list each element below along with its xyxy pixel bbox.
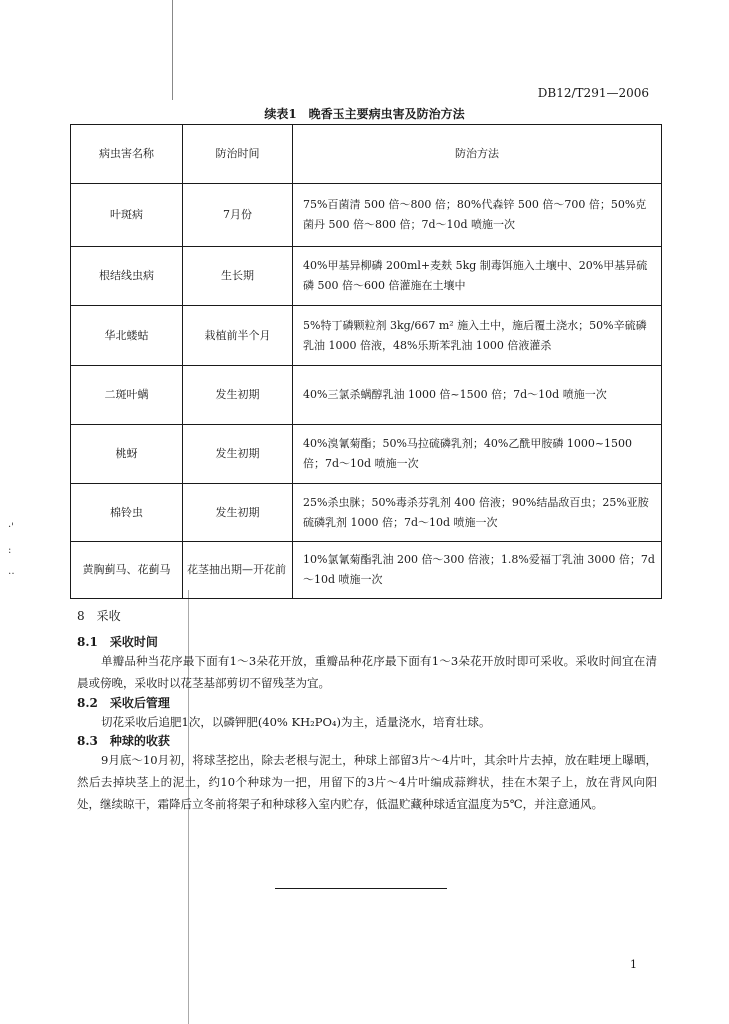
page-number: 1 — [630, 958, 637, 971]
margin-mark: ·' — [8, 522, 14, 533]
control-time: 发生初期 — [183, 366, 293, 425]
pest-control-table — [70, 124, 662, 599]
pest-name: 叶斑病 — [71, 184, 183, 247]
control-method: 5%特丁磷颗粒剂 3kg/667 m² 施入土中，施后覆土浇水；50%辛硫磷乳油 1000 倍液，48%乐斯苯乳油 1000 倍液灌杀 — [293, 306, 662, 366]
paragraph: 切花采收后追肥1次，以磷钾肥(40% KH₂PO₄)为主，适量浇水，培育壮球。 — [101, 715, 491, 729]
control-time: 7月份 — [183, 184, 293, 247]
table-row — [71, 366, 662, 425]
control-method: 25%杀虫脒；50%毒杀芬乳剂 400 倍液；90%结晶敌百虫；25%亚胺硫磷乳剂 1000 倍；7d～10d 喷施一次 — [293, 484, 662, 542]
margin-mark: ‥ — [8, 566, 15, 577]
pest-name: 二斑叶螨 — [71, 366, 183, 425]
table-title: 续表1 晚香玉主要病虫害及防治方法 — [264, 107, 465, 121]
column-header: 防治时间 — [183, 125, 293, 184]
control-time: 花茎抽出期—开花前 — [183, 542, 293, 599]
control-time: 栽植前半个月 — [183, 306, 293, 366]
control-time: 发生初期 — [183, 484, 293, 542]
standard-code: DB12/T291—2006 — [537, 86, 649, 100]
paragraph: 单瓣品种当花序最下面有1～3朵花开放，重瓣品种花序最下面有1～3朵花开放时即可采收。采收时间宜在清晨或傍晚，采收时以花茎基部剪切不留残茎为宜。 — [77, 654, 657, 690]
control-time: 生长期 — [183, 247, 293, 306]
pest-name: 华北蝼蛄 — [71, 306, 183, 366]
control-method: 75%百菌清 500 倍～800 倍；80%代森锌 500 倍～700 倍；50%克菌丹 500 倍～800 倍；7d～10d 喷施一次 — [293, 184, 662, 247]
pest-name: 根结线虫病 — [71, 247, 183, 306]
column-header: 病虫害名称 — [71, 125, 183, 184]
scan-line-top — [172, 0, 173, 100]
control-method: 40%溴氰菊酯；50%马拉硫磷乳剂；40%乙酰甲胺磷 1000~1500 倍；7d～10d 喷施一次 — [293, 425, 662, 484]
section-heading: 8 采收 — [77, 609, 121, 623]
subsection-heading: 8.1 采收时间 — [77, 635, 158, 649]
table-row — [71, 484, 662, 542]
table-row — [71, 247, 662, 306]
column-header: 防治方法 — [293, 125, 662, 184]
pest-name: 桃蚜 — [71, 425, 183, 484]
control-time: 发生初期 — [183, 425, 293, 484]
subsection-heading: 8.2 采收后管理 — [77, 696, 170, 710]
table-row — [71, 306, 662, 366]
pest-name: 棉铃虫 — [71, 484, 183, 542]
table-row — [71, 542, 662, 599]
margin-mark: : — [8, 545, 12, 556]
control-method: 40%甲基异柳磷 200ml+麦麸 5kg 制毒饵施入土壤中、20%甲基异硫磷 500 倍～600 倍灌施在土壤中 — [293, 247, 662, 306]
pest-name: 黄胸蓟马、花蓟马 — [71, 542, 183, 599]
subsection-heading: 8.3 种球的收获 — [77, 734, 170, 748]
footer-rule — [275, 888, 447, 889]
control-method: 10%氯氰菊酯乳油 200 倍～300 倍液；1.8%爱福丁乳油 3000 倍；7d～10d 喷施一次 — [293, 542, 662, 599]
table-row — [71, 184, 662, 247]
table-row — [71, 425, 662, 484]
control-method: 40%三氯杀螨醇乳油 1000 倍~1500 倍；7d～10d 喷施一次 — [293, 366, 662, 425]
table-header-row — [71, 125, 662, 184]
paragraph: 9月底～10月初，将球茎挖出，除去老根与泥土，种球上部留3片～4片叶，其余叶片去掉，放在畦埂上曝晒，然后去掉块茎上的泥土，约10个种球为一把，用留下的3片～4片叶编成蒜辫状，挂在木架子上，放在背风向阳处，继续晾干，霜降后立冬前将架子和种球移入室内贮存，低温贮藏种球适宜温度为5℃，并注意通风。 — [77, 753, 657, 811]
